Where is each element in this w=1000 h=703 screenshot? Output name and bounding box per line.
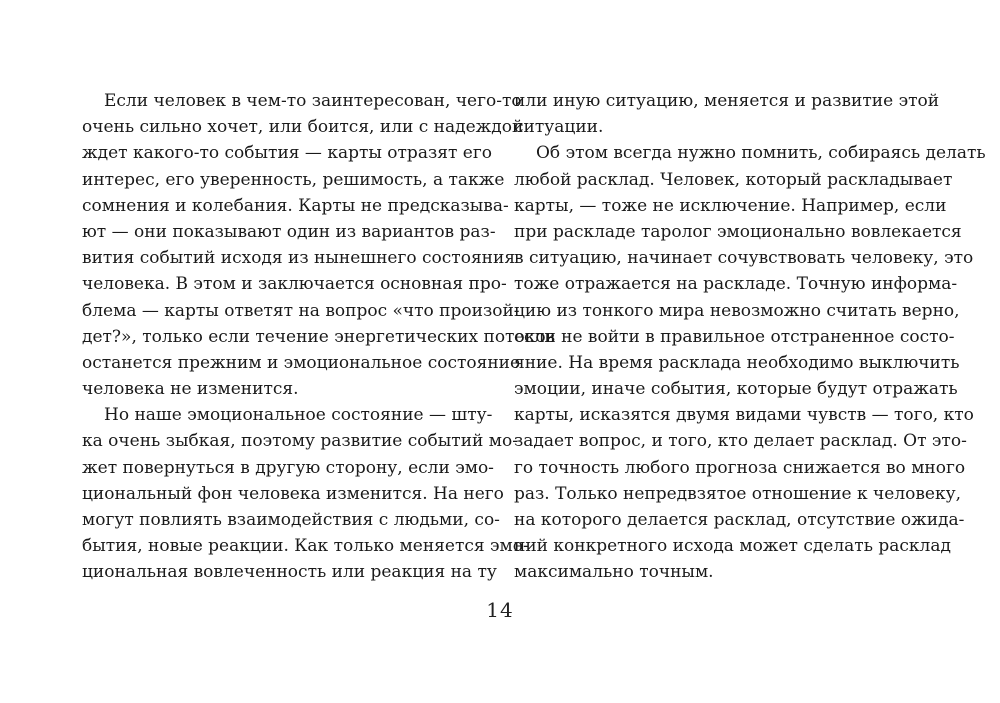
text-line: максимально точным. (514, 562, 714, 583)
text-line: эмоции, иначе события, которые будут отражать (514, 379, 958, 400)
text-line: ситуации. (514, 117, 604, 138)
text-line: ют — они показывают один из вариантов раз- (82, 221, 496, 242)
text-line: при раскладе таролог эмоционально вовлекается (514, 221, 962, 242)
text-line: тоже отражается на раскладе. Точную информа- (514, 274, 958, 295)
text-line: ка очень зыбкая, поэтому развитие событий мо- (82, 431, 518, 452)
text-line: карты, исказятся двумя видами чувств — того, кто (514, 405, 974, 426)
text-line: Но наше эмоциональное состояние — шту- (104, 405, 493, 426)
text-line: ний конкретного исхода может сделать расклад (514, 536, 951, 557)
text-line: если не войти в правильное отстраненное состо- (514, 326, 955, 347)
text-line: на которого делается расклад, отсутствие ожида- (514, 510, 965, 530)
text-line: вития событий исходя из нынешнего состояния (82, 248, 516, 269)
text-line: блема — карты ответят на вопрос «что произой- (82, 300, 520, 321)
text-line: карты, — тоже не исключение. Например, если (514, 195, 947, 216)
text-line: раз. Только непредвзятое отношение к человеку, (514, 483, 962, 504)
text-line: сомнения и колебания. Карты не предсказыва- (82, 195, 509, 216)
text-line: Об этом всегда нужно помнить, собираясь делать (536, 143, 986, 164)
text-line: бытия, новые реакции. Как только меняется эмо- (82, 536, 529, 557)
page-number: 14 (486, 598, 514, 622)
text-line: го точность любого прогноза снижается во много (514, 457, 966, 478)
right-text-column (514, 88, 986, 586)
text-line: дет?», только если течение энергетических потоков (82, 326, 556, 347)
text-line: циональный фон человека изменится. На него (82, 483, 504, 504)
text-line: в ситуацию, начинает сочувствовать человеку, это (514, 248, 974, 269)
text-line: интерес, его уверенность, решимость, а также (82, 169, 505, 190)
text-line: Если человек в чем-то заинтересован, чего-то (104, 91, 522, 111)
text-line: жет повернуться в другую сторону, если эмо- (82, 457, 494, 478)
text-line: яние. На время расклада необходимо выключить (514, 352, 960, 373)
text-line: останется прежним и эмоциональное состояние (82, 352, 521, 373)
text-line: человека. В этом и заключается основная про- (82, 274, 507, 295)
text-line: задает вопрос, и того, кто делает расклад. От это- (514, 431, 967, 452)
text-line: очень сильно хочет, или боится, или с надеждой (82, 117, 524, 138)
text-line: ждет какого-то события — карты отразят его (82, 143, 492, 164)
left-text-column (82, 88, 556, 586)
text-line: цию из тонкого мира невозможно считать верно, (514, 300, 960, 321)
text-line: или иную ситуацию, меняется и развитие этой (514, 91, 940, 111)
text-line: циональная вовлеченность или реакция на ту (82, 562, 497, 583)
text-line: могут повлиять взаимодействия с людьми, со- (82, 510, 500, 530)
text-line: любой расклад. Человек, который раскладывает (514, 169, 953, 190)
text-line: человека не изменится. (82, 379, 299, 400)
